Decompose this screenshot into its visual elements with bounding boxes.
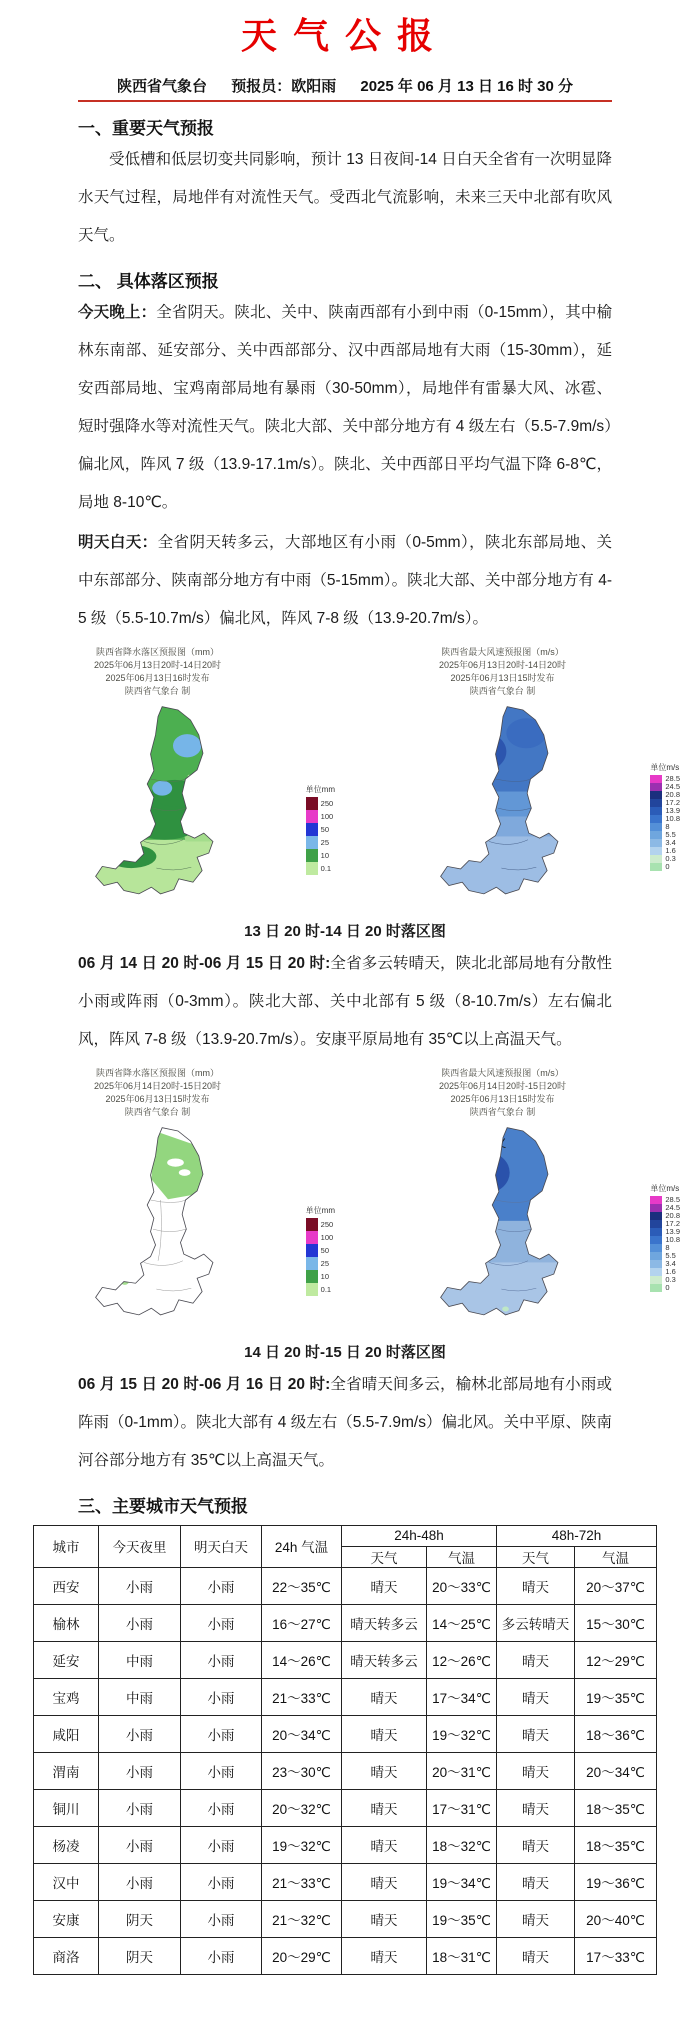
- weather-cell: 阴天: [99, 1900, 181, 1937]
- weather-cell: 晴天: [497, 1678, 575, 1715]
- weather-cell: 小雨: [99, 1604, 181, 1641]
- wind-map-legend: [650, 762, 680, 871]
- legend-swatch: [650, 1196, 662, 1204]
- weather-cell: 20～33℃: [427, 1567, 497, 1604]
- legend-swatch: [650, 775, 662, 783]
- weather-cell: 晴天: [342, 1863, 427, 1900]
- legend-swatch: [650, 791, 662, 799]
- col-group-48h-72h: 48h-72h: [497, 1525, 657, 1546]
- day2-text: 全省多云转晴天，陕北北部局地有分散性小雨或阵雨（0-3mm）。陕北大部、关中北部有 5 级（8-10.7m/s）左右偏北风，阵风 7-8 级（13.9-20.7m/s）。安康平原局地有 35℃以上高温天气。: [78, 954, 612, 1048]
- weather-cell: 小雨: [99, 1567, 181, 1604]
- weather-cell: 晴天: [497, 1826, 575, 1863]
- legend-swatch: [306, 1257, 318, 1270]
- map-issued: 2025年06月13日16时发布: [105, 672, 210, 683]
- shaanxi-wind-map-image: [420, 1121, 616, 1329]
- legend-swatch: [306, 836, 318, 849]
- weather-cell: 中雨: [99, 1641, 181, 1678]
- legend-label: 100: [320, 1232, 334, 1242]
- legend-swatch: [650, 1220, 662, 1228]
- legend-swatch: [650, 807, 662, 815]
- table-row: [34, 1863, 657, 1900]
- weather-cell: 晴天: [342, 1567, 427, 1604]
- legend-unit-label: 单位mm: [305, 784, 335, 794]
- legend-label: 10: [320, 1271, 330, 1281]
- city-weather-table: [33, 1525, 657, 1975]
- weather-cell: 小雨: [99, 1863, 181, 1900]
- legend-row: [306, 823, 335, 836]
- weather-cell: 小雨: [181, 1937, 262, 1974]
- weather-cell: 16～27℃: [262, 1604, 342, 1641]
- map-credit: 陕西省气象台 制: [469, 1106, 536, 1117]
- legend-label: 250: [320, 798, 334, 808]
- weather-cell: 14～25℃: [427, 1604, 497, 1641]
- table-row: [34, 1715, 657, 1752]
- legend-swatch: [650, 839, 662, 847]
- legend-swatch: [650, 1276, 662, 1284]
- weather-cell: 小雨: [181, 1789, 262, 1826]
- legend-label: 0.1: [320, 1284, 332, 1294]
- weather-cell: 小雨: [181, 1826, 262, 1863]
- legend-swatch: [306, 1244, 318, 1257]
- weather-cell: 17～34℃: [427, 1678, 497, 1715]
- sub-header-temp: 气温: [427, 1546, 497, 1567]
- map-credit: 陕西省气象台 制: [124, 1106, 191, 1117]
- legend-row: [306, 1244, 335, 1257]
- table-row: [34, 1567, 657, 1604]
- legend-label: 3.4: [665, 1259, 676, 1269]
- precip-map-legend: [306, 784, 335, 875]
- weather-cell: 晴天: [497, 1752, 575, 1789]
- table-row: [34, 1826, 657, 1863]
- map-pair-day1: [0, 640, 690, 912]
- legend-label: 0.3: [665, 854, 676, 864]
- shaanxi-precip-map-image: [75, 700, 271, 908]
- weather-cell: 21～33℃: [262, 1678, 342, 1715]
- weather-cell: 小雨: [99, 1789, 181, 1826]
- legend-row: [306, 1257, 335, 1270]
- weather-cell: 18～31℃: [427, 1937, 497, 1974]
- map-issued: 2025年06月13日15时发布: [450, 672, 555, 683]
- weather-cell: 20～37℃: [575, 1567, 657, 1604]
- table-row: [34, 1900, 657, 1937]
- legend-label: 10: [320, 850, 330, 860]
- legend-swatch: [650, 1236, 662, 1244]
- section-heading-city-forecast: 三、主要城市天气预报: [78, 1496, 248, 1516]
- map-title: 陕西省最大风速预报图（m/s）: [441, 646, 564, 657]
- weather-cell: 晴天: [342, 1826, 427, 1863]
- city-cell: 渭南: [34, 1752, 99, 1789]
- weather-cell: 小雨: [181, 1752, 262, 1789]
- sub-header-temp: 气温: [575, 1546, 657, 1567]
- legend-label: 25: [320, 837, 330, 847]
- city-cell: 西安: [34, 1567, 99, 1604]
- legend-label: 1.6: [665, 846, 676, 856]
- forecaster-name: 预报员：欧阳雨: [231, 78, 337, 95]
- precip-map-day1: [0, 640, 345, 912]
- weather-cell: 18～35℃: [575, 1789, 657, 1826]
- legend-label: 10.8: [665, 814, 680, 824]
- legend-unit-label: 单位m/s: [650, 762, 680, 772]
- weather-cell: 21～32℃: [262, 1900, 342, 1937]
- legend-swatch: [650, 823, 662, 831]
- legend-swatch: [650, 1252, 662, 1260]
- col-header-tonight: 今天夜里: [99, 1525, 181, 1567]
- important-forecast-paragraph: 受低槽和低层切变共同影响，预计 13 日夜间-14 日白天全省有一次明显降水天气过程，局地伴有对流性天气。受西北气流影响，未来三天中北部有吹风天气。: [78, 151, 612, 244]
- legend-label: 20.8: [665, 790, 680, 800]
- legend-row: [306, 1270, 335, 1283]
- legend-swatch: [306, 797, 318, 810]
- weather-cell: 18～36℃: [575, 1715, 657, 1752]
- legend-swatch: [650, 799, 662, 807]
- legend-row: [306, 1283, 335, 1296]
- weather-cell: 晴天: [342, 1752, 427, 1789]
- legend-row: [306, 862, 335, 875]
- legend-swatch: [306, 810, 318, 823]
- legend-label: 0: [665, 1283, 670, 1293]
- wind-map-legend: [650, 1183, 680, 1292]
- legend-label: 3.4: [665, 838, 676, 848]
- weather-cell: 晴天转多云: [342, 1641, 427, 1678]
- legend-row: [306, 836, 335, 849]
- legend-row: [306, 1231, 335, 1244]
- legend-swatch: [650, 815, 662, 823]
- bulletin-header: [78, 75, 612, 102]
- legend-swatch: [306, 1270, 318, 1283]
- tomorrow-label: 明天白天：: [78, 533, 158, 551]
- weather-cell: 晴天: [342, 1715, 427, 1752]
- section-heading-detailed-zones: 二、 具体落区预报: [78, 271, 219, 291]
- weather-cell: 晴天: [497, 1863, 575, 1900]
- legend-label: 250: [320, 1219, 334, 1229]
- legend-row: [306, 797, 335, 810]
- city-weather-table-body: [34, 1567, 657, 1974]
- city-cell: 延安: [34, 1641, 99, 1678]
- weather-cell: 中雨: [99, 1678, 181, 1715]
- weather-cell: 19～34℃: [427, 1863, 497, 1900]
- map-title: 陕西省降水落区预报图（mm）: [96, 646, 219, 657]
- legend-swatch: [650, 1204, 662, 1212]
- weather-cell: 20～31℃: [427, 1752, 497, 1789]
- weather-cell: 18～35℃: [575, 1826, 657, 1863]
- city-cell: 杨凌: [34, 1826, 99, 1863]
- table-row: [34, 1937, 657, 1974]
- weather-cell: 小雨: [181, 1567, 262, 1604]
- city-cell: 安康: [34, 1900, 99, 1937]
- weather-cell: 多云转晴天: [497, 1604, 575, 1641]
- map-period: 2025年06月14日20时-15日20时: [93, 1080, 222, 1091]
- weather-cell: 小雨: [181, 1715, 262, 1752]
- legend-swatch: [306, 823, 318, 836]
- weather-cell: 20～34℃: [262, 1715, 342, 1752]
- legend-label: 100: [320, 811, 334, 821]
- legend-label: 0.3: [665, 1275, 676, 1285]
- legend-swatch: [650, 1260, 662, 1268]
- weather-cell: 小雨: [181, 1641, 262, 1678]
- map-credit: 陕西省气象台 制: [124, 685, 191, 696]
- weather-cell: 14～26℃: [262, 1641, 342, 1678]
- weather-cell: 晴天: [497, 1937, 575, 1974]
- wind-map-day2: [345, 1061, 690, 1333]
- weather-cell: 晴天: [497, 1789, 575, 1826]
- legend-label: 5.5: [665, 830, 676, 840]
- legend-label: 28.5: [665, 1195, 680, 1205]
- tomorrow-forecast-paragraph: [78, 524, 612, 638]
- weather-cell: 19～35℃: [575, 1678, 657, 1715]
- weather-cell: 23～30℃: [262, 1752, 342, 1789]
- day2-forecast-paragraph: [78, 945, 612, 1059]
- page-title: 天气公报: [240, 15, 449, 56]
- map-title: 陕西省降水落区预报图（mm）: [96, 1067, 219, 1078]
- legend-row: [306, 849, 335, 862]
- weather-cell: 小雨: [99, 1752, 181, 1789]
- legend-label: 20.8: [665, 1211, 680, 1221]
- falling-zone-caption-day2: 14 日 20 时-15 日 20 时落区图: [244, 1343, 446, 1361]
- tomorrow-text: 全省阴天转多云，大部地区有小雨（0-5mm），陕北东部局地、关中东部部分、陕南部分地方有中雨（5-15mm）。陕北大部、关中部分地方有 4-5 级（5.5-10.7m/s）偏北风，阵风 7-8 级（13.9-20.7m/s）。: [78, 533, 612, 627]
- legend-row: [306, 1218, 335, 1231]
- col-header-24h-temp: 24h 气温: [262, 1525, 342, 1567]
- weather-cell: 17～33℃: [575, 1937, 657, 1974]
- sub-header-weather: 天气: [497, 1546, 575, 1567]
- weather-cell: 19～32℃: [262, 1826, 342, 1863]
- weather-cell: 19～32℃: [427, 1715, 497, 1752]
- city-cell: 铜川: [34, 1789, 99, 1826]
- map-period: 2025年06月13日20时-14日20时: [93, 659, 222, 670]
- weather-cell: 晴天: [342, 1789, 427, 1826]
- weather-cell: 晴天: [497, 1900, 575, 1937]
- legend-swatch: [650, 863, 662, 871]
- legend-swatch: [306, 1218, 318, 1231]
- city-cell: 榆林: [34, 1604, 99, 1641]
- legend-label: 17.2: [665, 1219, 680, 1229]
- weather-cell: 晴天: [497, 1641, 575, 1678]
- map-period: 2025年06月13日20时-14日20时: [438, 659, 567, 670]
- day3-text: 全省晴天间多云，榆林北部局地有小雨或阵雨（0-1mm）。陕北大部有 4 级左右（5.5-7.9m/s）偏北风。关中平原、陕南河谷部分地方有 35℃以上高温天气。: [78, 1375, 612, 1469]
- legend-label: 24.5: [665, 1203, 680, 1213]
- legend-label: 17.2: [665, 798, 680, 808]
- issue-datetime: 2025 年 06 月 13 日 16 时 30 分: [360, 78, 573, 95]
- legend-swatch: [306, 862, 318, 875]
- weather-cell: 19～35℃: [427, 1900, 497, 1937]
- map-credit: 陕西省气象台 制: [469, 685, 536, 696]
- table-row: [34, 1641, 657, 1678]
- col-header-city: 城市: [34, 1525, 99, 1567]
- legend-label: 10.8: [665, 1235, 680, 1245]
- wind-map-day1: [345, 640, 690, 912]
- legend-label: 5.5: [665, 1251, 676, 1261]
- legend-swatch: [650, 1212, 662, 1220]
- col-header-tomorrow: 明天白天: [181, 1525, 262, 1567]
- legend-swatch: [306, 849, 318, 862]
- legend-label: 50: [320, 824, 330, 834]
- day3-forecast-paragraph: [78, 1366, 612, 1480]
- legend-label: 13.9: [665, 1227, 680, 1237]
- legend-label: 8: [665, 822, 670, 832]
- city-cell: 汉中: [34, 1863, 99, 1900]
- legend-label: 28.5: [665, 774, 680, 784]
- table-row: [34, 1789, 657, 1826]
- day2-label: 06 月 14 日 20 时-06 月 15 日 20 时:: [78, 954, 331, 972]
- weather-cell: 晴天: [342, 1678, 427, 1715]
- legend-swatch: [650, 1268, 662, 1276]
- issuer-name: 陕西省气象台: [117, 78, 208, 95]
- weather-cell: 18～32℃: [427, 1826, 497, 1863]
- map-issued: 2025年06月13日15时发布: [105, 1093, 210, 1104]
- weather-cell: 22～35℃: [262, 1567, 342, 1604]
- legend-swatch: [650, 1284, 662, 1292]
- weather-cell: 小雨: [99, 1826, 181, 1863]
- legend-swatch: [650, 847, 662, 855]
- legend-swatch: [650, 783, 662, 791]
- legend-swatch: [650, 855, 662, 863]
- weather-cell: 19～36℃: [575, 1863, 657, 1900]
- table-row: [34, 1604, 657, 1641]
- legend-swatch: [306, 1231, 318, 1244]
- legend-swatch: [306, 1283, 318, 1296]
- map-pair-day2: [0, 1061, 690, 1333]
- weather-cell: 小雨: [99, 1715, 181, 1752]
- tonight-forecast-paragraph: [78, 294, 612, 522]
- legend-label: 0: [665, 862, 670, 872]
- legend-label: 50: [320, 1245, 330, 1255]
- map-issued: 2025年06月13日15时发布: [450, 1093, 555, 1104]
- legend-unit-label: 单位m/s: [650, 1183, 680, 1193]
- legend-unit-label: 单位mm: [305, 1205, 335, 1215]
- city-cell: 宝鸡: [34, 1678, 99, 1715]
- precip-map-legend: [306, 1205, 335, 1296]
- weather-cell: 小雨: [181, 1678, 262, 1715]
- legend-label: 24.5: [665, 782, 680, 792]
- legend-label: 13.9: [665, 806, 680, 816]
- weather-cell: 阴天: [99, 1937, 181, 1974]
- weather-cell: 小雨: [181, 1863, 262, 1900]
- weather-cell: 晴天: [497, 1567, 575, 1604]
- city-cell: 咸阳: [34, 1715, 99, 1752]
- city-cell: 商洛: [34, 1937, 99, 1974]
- shaanxi-precip-map-image: [75, 1121, 271, 1329]
- weather-cell: 小雨: [181, 1900, 262, 1937]
- falling-zone-caption-day1: 13 日 20 时-14 日 20 时落区图: [244, 922, 446, 940]
- weather-cell: 晴天: [342, 1937, 427, 1974]
- weather-cell: 15～30℃: [575, 1604, 657, 1641]
- legend-row: [306, 810, 335, 823]
- weather-cell: 小雨: [181, 1604, 262, 1641]
- weather-cell: 12～26℃: [427, 1641, 497, 1678]
- legend-swatch: [650, 1228, 662, 1236]
- legend-swatch: [650, 1244, 662, 1252]
- weather-cell: 20～34℃: [575, 1752, 657, 1789]
- weather-cell: 20～32℃: [262, 1789, 342, 1826]
- col-group-24h-48h: 24h-48h: [342, 1525, 497, 1546]
- legend-label: 8: [665, 1243, 670, 1253]
- day3-label: 06 月 15 日 20 时-06 月 16 日 20 时:: [78, 1375, 331, 1393]
- table-row: [34, 1752, 657, 1789]
- legend-row: [650, 863, 680, 871]
- tonight-text: 全省阴天。陕北、关中、陕南西部有小到中雨（0-15mm），其中榆林东南部、延安部分、关中西部部分、汉中西部局地有大雨（15-30mm），延安西部局地、宝鸡南部局地有暴雨（30-50mm），局地伴有雷暴大风、冰雹、短时强降水等对流性天气。陕北大部、关中部分地方有 4 级左右（5.5-7.9m/s）偏北风，阵风 7 级（13.9-17.1m/s）。陕北、关中西部日平均气温下降 6-8℃，局地 8-10℃。: [78, 303, 612, 511]
- weather-cell: 17～31℃: [427, 1789, 497, 1826]
- shaanxi-wind-map-image: [420, 700, 616, 908]
- weather-cell: 21～33℃: [262, 1863, 342, 1900]
- precip-map-day2: [0, 1061, 345, 1333]
- legend-row: [650, 1284, 680, 1292]
- weather-cell: 20～29℃: [262, 1937, 342, 1974]
- legend-label: 1.6: [665, 1267, 676, 1277]
- legend-label: 25: [320, 1258, 330, 1268]
- legend-label: 0.1: [320, 863, 332, 873]
- map-period: 2025年06月14日20时-15日20时: [438, 1080, 567, 1091]
- sub-header-weather: 天气: [342, 1546, 427, 1567]
- weather-cell: 晴天: [497, 1715, 575, 1752]
- weather-cell: 晴天: [342, 1900, 427, 1937]
- map-title: 陕西省最大风速预报图（m/s）: [441, 1067, 564, 1078]
- table-row: [34, 1678, 657, 1715]
- tonight-label: 今天晚上：: [78, 303, 157, 321]
- weather-cell: 晴天转多云: [342, 1604, 427, 1641]
- section-heading-important-forecast: 一、重要天气预报: [78, 119, 214, 138]
- weather-cell: 20～40℃: [575, 1900, 657, 1937]
- weather-cell: 12～29℃: [575, 1641, 657, 1678]
- legend-swatch: [650, 831, 662, 839]
